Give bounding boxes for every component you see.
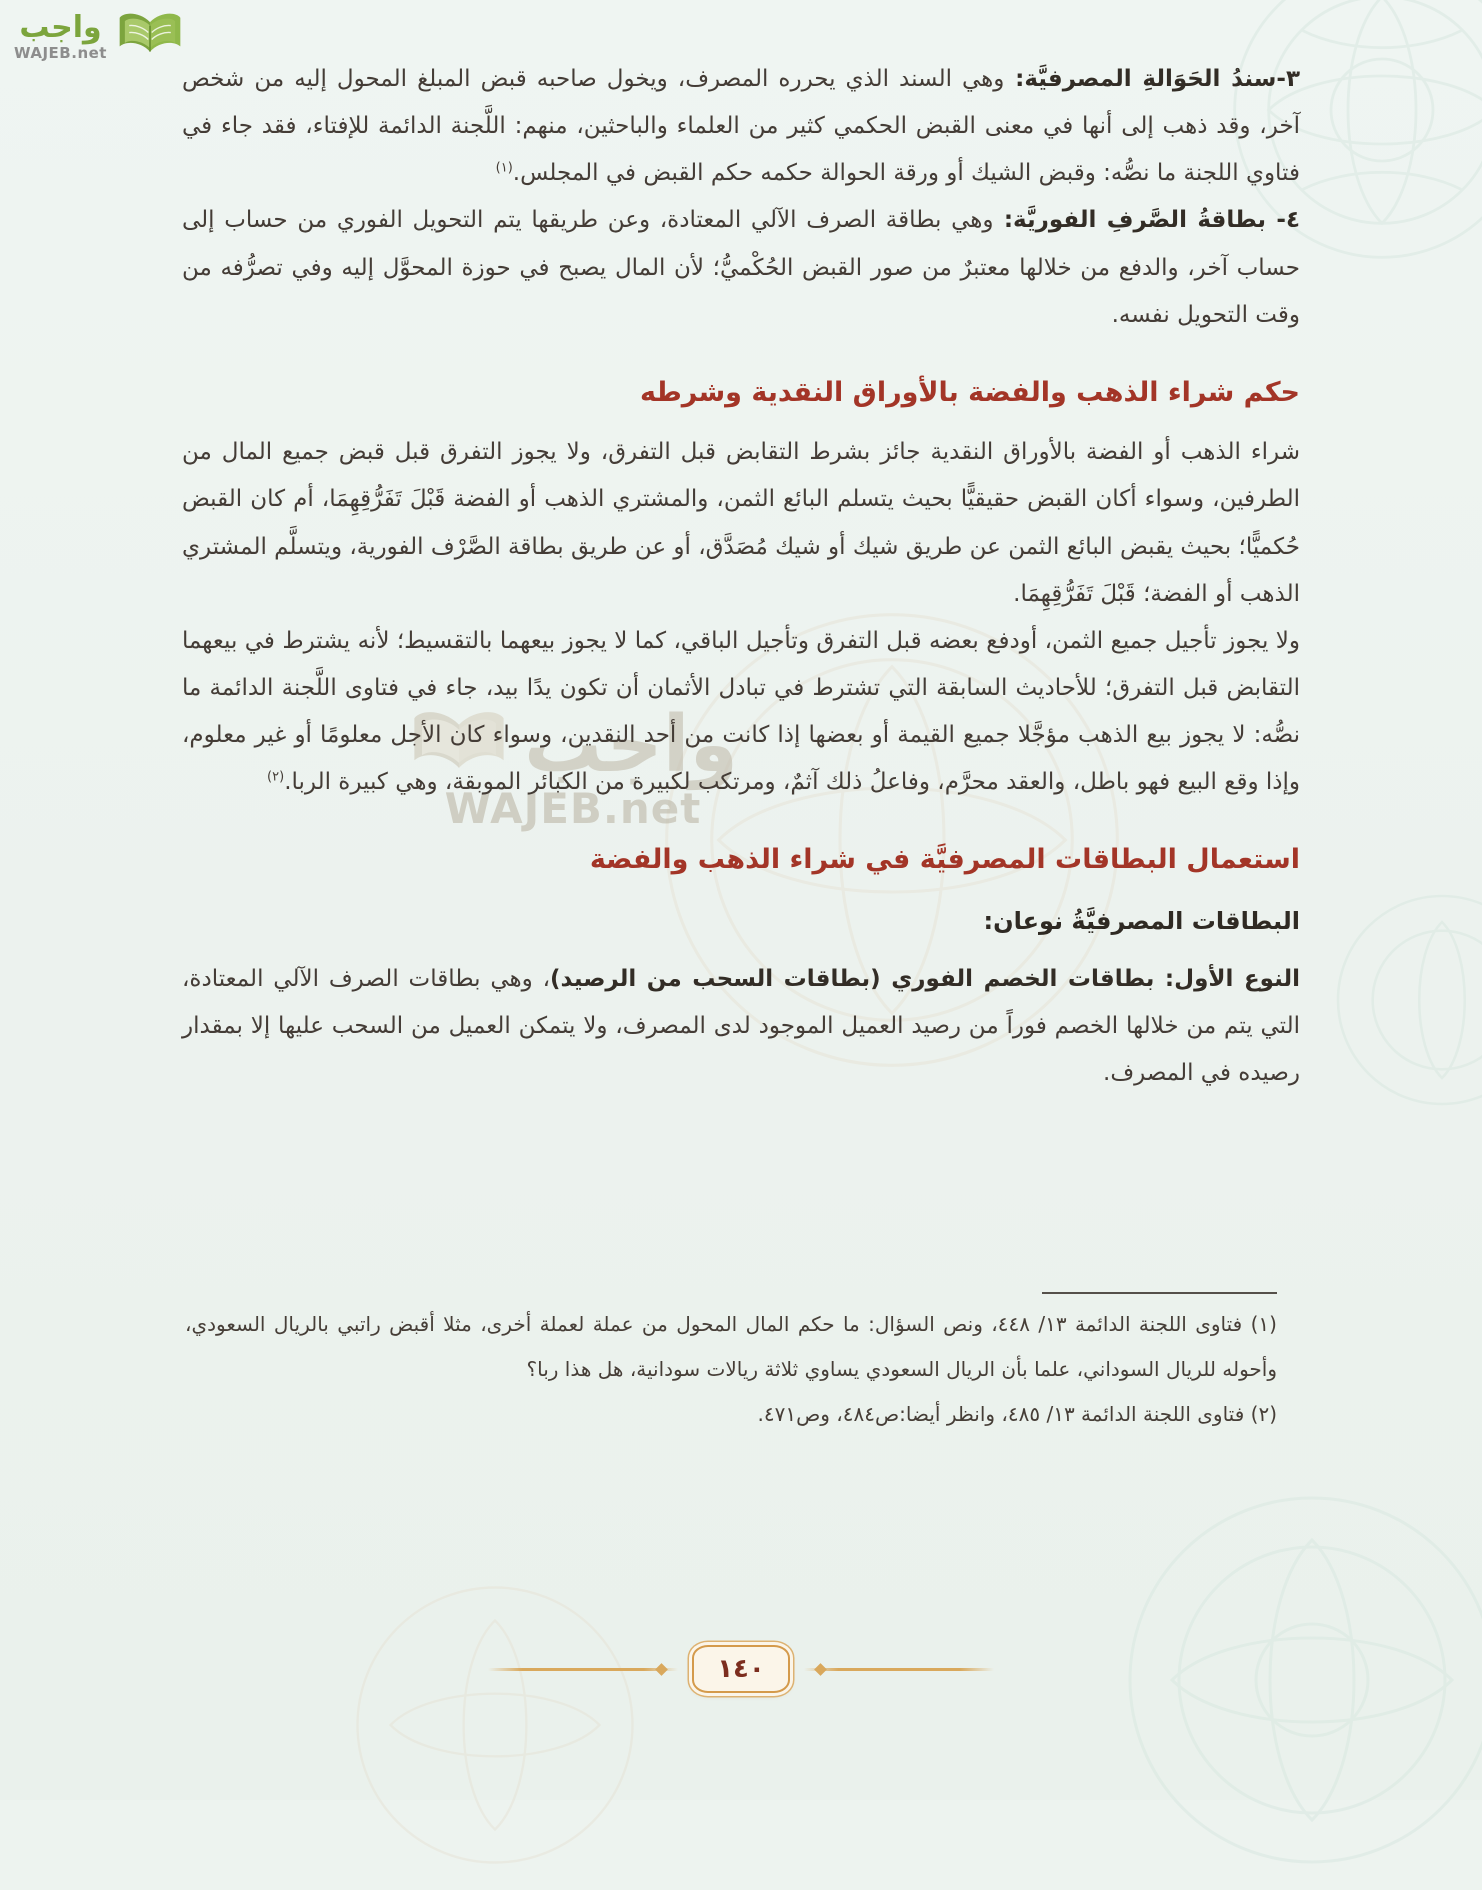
footnote-1: (١) فتاوى اللجنة الدائمة ١٣/ ٤٤٨، ونص السؤال: ما حكم المال المحول من عملة لعملة أخرى، مثلا أقبض راتبي بالريال السعودي، وأحوله للريال السوداني، علما بأن الريال السعودي يساوي ثلاثة ريالات سودانية، هل هذا ربا؟ <box>185 1312 1277 1381</box>
paragraph-ruling-conditions: شراء الذهب أو الفضة بالأوراق النقدية جائز بشرط التقابض قبل التفرق، ولا يجوز التفرق قبل قبض جميع المال من الطرفين، وسواء أكان القبض حقيقيًّا بحيث يتسلم البائع الثمن، والمشتري الذهب أو الفضة قَبْلَ تَفَرُّقِهِمَا، أم كان القبض حُكميًّا؛ بحيث يقبض البائع الثمن عن طريق شيك أو شيك مُصَدَّق، أو عن طريق بطاقة الصَّرْف الفورية، ويتسلَّم المشتري الذهب أو الفضة؛ قَبْلَ تَفَرُّقِهِمَا. <box>182 439 1300 607</box>
paragraph-hawala-bond <box>182 56 1300 197</box>
footnote-2: (٢) فتاوى اللجنة الدائمة ١٣/ ٤٨٥، وانظر أيضا:ص٤٨٤، وص٤٧١. <box>757 1402 1277 1426</box>
footnote-ref-1: (١) <box>495 160 513 176</box>
type-1-title: النوع الأول: بطاقات الخصم الفوري (بطاقات السحب من الرصيد) <box>550 966 1300 993</box>
type-1-body: ، وهي بطاقات الصرف الآلي المعتادة، التي يتم من خلالها الخصم فوراً من رصيد العميل الموجود لدى المصرف، ولا يتمكن العميل من السحب عليها إلا بمقدار رصيده في المصرف. <box>182 966 1300 1087</box>
logo-latin-wordmark: WAJEB.net <box>14 43 107 62</box>
subheading-card-types: البطاقات المصرفيَّةُ نوعان: <box>983 906 1300 935</box>
footnote-ref-2: (٢) <box>267 769 285 785</box>
paragraph-debit-cards <box>182 956 1300 1097</box>
page-content <box>182 56 1300 1098</box>
item-3-body: وهي السند الذي يحرره المصرف، ويخول صاحبه قبض المبلغ المحول إليه من شخص آخر، وقد ذهب إلى أنها في معنى القبض الحكمي كثير من العلماء والباحثين، منهم: اللَّجنة الدائمة للإفتاء، فقد جاء في فتاوي اللجنة ما نصُّه: وقبض الشيك أو ورقة الحوالة حكمه حكم القبض في المجلس. <box>182 66 1300 187</box>
footnote-separator <box>1042 1292 1277 1294</box>
paragraph-deferral-prohibition <box>182 618 1300 807</box>
page-number: ١٤٠ <box>692 1645 790 1693</box>
ornament-line-left <box>488 1668 678 1671</box>
footnotes-section <box>185 1292 1277 1437</box>
section-heading-gold-silver-ruling: حكم شراء الذهب والفضة بالأوراق النقدية وشرطه <box>639 376 1300 408</box>
ornament-line-right <box>804 1668 994 1671</box>
arabesque-ornament-bottom-left <box>330 1560 660 1890</box>
paragraph-instant-payment-card <box>182 197 1300 338</box>
item-3-title: ٣-سندُ الحَوَالةِ المصرفيَّة: <box>1004 66 1300 92</box>
open-book-icon <box>115 10 185 62</box>
watermark-arabic-text: واجب <box>523 700 738 790</box>
item-4-body: وهي بطاقة الصرف الآلي المعتادة، وعن طريقها يتم التحويل الفوري من حساب إلى حساب آخر، والدفع من خلالها معتبرٌ من صور القبض الحُكْميُّ؛ لأن المال يصبح في حوزة المحوَّل إليه وفي تصرُّفه من وقت التحويل نفسه. <box>182 207 1300 328</box>
logo-text <box>14 10 107 62</box>
watermark-latin-text: WAJEB.net <box>444 784 702 833</box>
wajeb-logo <box>14 10 185 62</box>
arabesque-ornament-right <box>1312 870 1482 1130</box>
logo-arabic-wordmark: واجب <box>19 10 102 45</box>
item-4-title: ٤- بطاقةُ الصَّرفِ الفوريَّة: <box>993 207 1300 234</box>
section-heading-bank-cards: استعمال البطاقات المصرفيَّة في شراء الذهب والفضة <box>589 844 1300 876</box>
paragraph-deferral-text: ولا يجوز تأجيل جميع الثمن، أودفع بعضه قبل التفرق وتأجيل الباقي، كما لا يجوز بيعهما بالتقسيط؛ لأنه يشترط في بيعهما التقابض قبل التفرق؛ للأحاديث السابقة التي تشترط في تبادل الأثمان أن تكون يدًا بيد، جاء في فتاوى اللَّجنة الدائمة ما نصُّه: لا يجوز بيع الذهب مؤجَّلا جميع القيمة أو بعضها إذا كانت من أحد النقدين، وسواء كان الأجل معلومًا أو غير معلوم، وإذا وقع البيع فهو باطل، والعقد محرَّم، وفاعلُ ذلك آثمٌ، ومرتكب لكبيرة من الكبائر الموبقة، وهي كبيرة الربا. <box>182 627 1300 796</box>
page-number-ornament <box>0 1645 1482 1693</box>
